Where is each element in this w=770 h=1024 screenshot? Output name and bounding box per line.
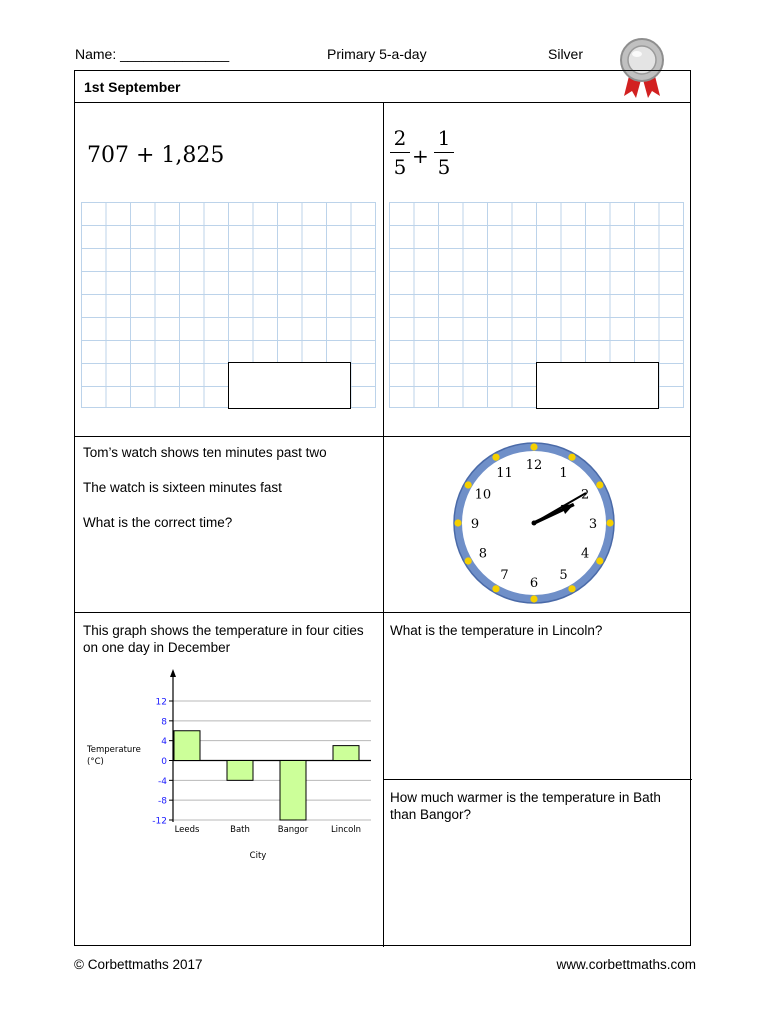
answer-box-q2[interactable] — [536, 362, 659, 409]
clock-number: 9 — [470, 517, 480, 532]
chart-bar-bath — [227, 761, 253, 781]
clock-hour-dot — [492, 585, 499, 592]
clock-hour-dot — [530, 595, 537, 602]
clock-hour-dot — [492, 454, 499, 461]
temperature-bar-chart — [83, 669, 378, 869]
clock-number: 5 — [559, 568, 568, 584]
chart-y-tick-label: 12 — [155, 697, 167, 708]
clock-hour-dot — [454, 519, 461, 526]
clock-number: 10 — [474, 487, 492, 503]
chart-x-axis-label: City — [249, 851, 267, 861]
answer-box-q1[interactable] — [228, 362, 351, 409]
clock-number: 1 — [559, 465, 568, 481]
clock-number: 6 — [529, 576, 539, 591]
chart-y-tick-label: 8 — [161, 717, 167, 728]
clock-center-pin — [532, 521, 537, 526]
divider — [383, 779, 692, 780]
chart-y-tick-label: -8 — [158, 796, 167, 807]
worksheet-grid — [74, 70, 691, 946]
clock-hour-dot — [596, 481, 603, 488]
question-1-expression: 707 + 1,825 — [87, 143, 225, 168]
clock-hour-dot — [465, 481, 472, 488]
chart-x-tick-label: Lincoln — [330, 825, 362, 835]
clock-number: 3 — [588, 517, 598, 532]
level-label: Silver — [548, 46, 584, 62]
question-4-text: This graph shows the temperature in four cities on one day in December — [83, 623, 364, 655]
clock-hour-dot — [465, 557, 472, 564]
chart-y-tick-label: -12 — [152, 816, 167, 827]
clock-hour-dot — [568, 585, 575, 592]
fraction-a-denominator: 5 — [393, 155, 407, 179]
website-link[interactable]: www.corbettmaths.com — [556, 957, 696, 972]
name-field-label: Name: ______________ — [75, 46, 230, 62]
worksheet-title: Primary 5-a-day — [327, 46, 427, 62]
clock-face — [448, 440, 620, 606]
clock-hour-dot — [596, 557, 603, 564]
clock-hour-dot — [568, 454, 575, 461]
chart-bar-leeds — [174, 731, 200, 761]
clock-number: 4 — [580, 546, 590, 562]
divider — [383, 102, 384, 947]
question-5-text: What is the temperature in Lincoln? — [390, 623, 603, 638]
chart-bar-lincoln — [333, 746, 359, 761]
fraction-b-denominator: 5 — [437, 155, 451, 179]
copyright-notice: © Corbettmaths 2017 — [74, 957, 203, 972]
plus-operator: + — [412, 144, 429, 168]
chart-x-tick-label: Bath — [230, 825, 250, 835]
clock-hour-dot — [530, 443, 537, 450]
clock-number: 11 — [496, 465, 513, 481]
fraction-b-numerator: 1 — [434, 126, 454, 153]
date-heading: 1st September — [84, 79, 181, 95]
clock-number: 7 — [500, 568, 509, 584]
chart-bar-bangor — [280, 761, 306, 821]
clock-number: 12 — [525, 458, 543, 473]
question-6-text: How much warmer is the temperature in Bath than Bangor? — [390, 790, 661, 822]
clock-number: 8 — [478, 546, 488, 562]
chart-y-tick-label: -4 — [158, 776, 167, 787]
chart-y-tick-label: 0 — [161, 757, 167, 767]
chart-x-tick-label: Leeds — [174, 825, 200, 835]
question-3-line-2: The watch is sixteen minutes fast — [83, 480, 282, 495]
fraction-a — [390, 126, 410, 179]
fraction-a-numerator: 2 — [390, 126, 410, 153]
fraction-b — [434, 126, 454, 179]
clock-hour-dot — [606, 519, 613, 526]
clock-number: 2 — [580, 487, 590, 503]
question-3-line-3: What is the correct time? — [83, 515, 233, 530]
chart-x-tick-label: Bangor — [277, 825, 309, 835]
question-3-line-1: Tom’s watch shows ten minutes past two — [83, 445, 327, 460]
chart-y-axis-label: Temperature (°C) — [87, 745, 141, 767]
chart-y-tick-label: 4 — [161, 737, 167, 748]
chart-y-axis-arrow — [170, 669, 176, 677]
